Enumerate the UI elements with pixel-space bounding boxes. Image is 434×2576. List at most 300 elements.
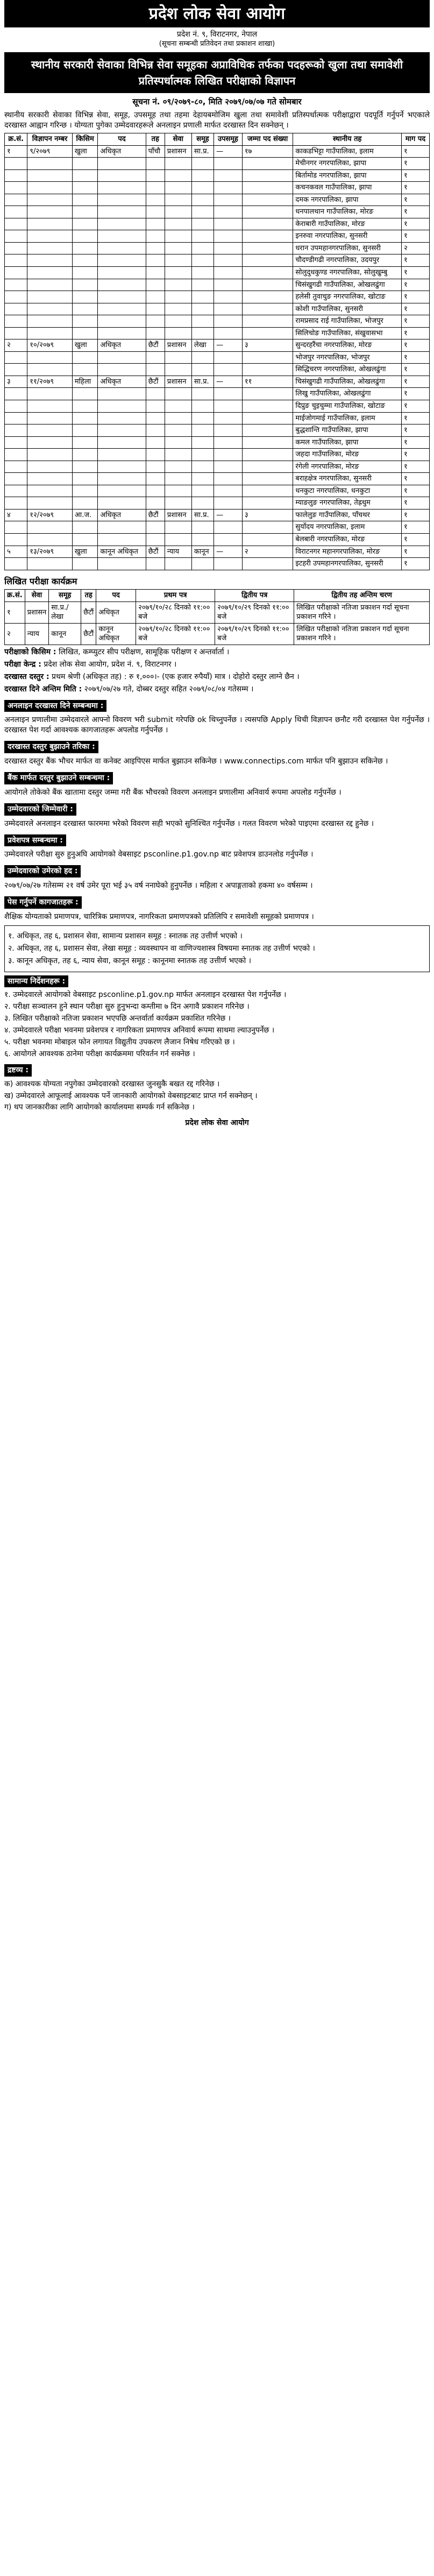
table-cell xyxy=(5,206,27,218)
table-row xyxy=(5,461,430,473)
table-cell xyxy=(191,461,214,473)
table-cell: सा.प्र./लेखा xyxy=(49,601,81,623)
table-cell: १ xyxy=(402,546,430,558)
table-cell xyxy=(98,497,146,509)
table-cell xyxy=(72,327,97,339)
table-cell xyxy=(165,218,191,230)
table-cell xyxy=(27,158,73,170)
table-cell xyxy=(242,473,293,485)
table-cell xyxy=(146,254,165,267)
table-cell xyxy=(98,351,146,364)
remark-item: क) आवश्यक योग्यता नपुगेका उम्मेदवारको दरखास्त जुनसुकै बखत रद्द गरिनेछ । xyxy=(4,1079,220,1088)
table-cell: सुन्दरहरैंचा नगरपालिका, मोरङ xyxy=(293,339,402,352)
table-cell: प्रशासन xyxy=(165,339,191,352)
table-cell: कानून xyxy=(49,623,81,645)
table-cell xyxy=(242,266,293,279)
table-cell: १७ xyxy=(242,145,293,158)
remark-item: ख) उम्मेदवारले आफूलाई आवश्यक पर्ने जानकारी आयोगको वेबसाइटबाट प्राप्त गर्न सक्नेछन् । xyxy=(4,1091,258,1100)
qualification-item: १. अधिकृत, तह ६, प्रशासन सेवा, सामान्य प्रशासन समूह : स्नातक तह उत्तीर्ण भएको । xyxy=(8,931,243,940)
table-cell xyxy=(27,315,73,328)
table-cell xyxy=(27,400,73,413)
table-cell xyxy=(214,412,243,424)
table-cell: २०७९/१०/२८ दिनको ११:०० बजे xyxy=(136,601,215,623)
table-cell xyxy=(72,412,97,424)
org-note: (सूचना सम्बन्धी प्रतिवेदन तथा प्रकाशन शाखा) xyxy=(159,40,275,48)
table-cell xyxy=(98,182,146,194)
table-cell xyxy=(165,400,191,413)
table-cell: अधिकृत xyxy=(98,145,146,158)
section-text: २०७९/०७/२७ गतेसम्म २१ वर्ष उमेर पूरा भई ३५ वर्ष ननाघेको हुनुपर्नेछ । महिला र अपाङ्गताको हकमा ४० वर्षसम्म । xyxy=(4,881,313,890)
table-cell xyxy=(214,279,243,291)
table-cell xyxy=(27,534,73,546)
table-cell xyxy=(242,206,293,218)
general-note-item: १. उम्मेदवारले आयोगको वेबसाइट psconline.p1.gov.np मार्फत अनलाइन दरखास्त पेश गर्नुपर्नेछ । xyxy=(4,990,287,1000)
table-cell xyxy=(165,364,191,376)
table-cell xyxy=(242,364,293,376)
table-cell xyxy=(146,461,165,473)
table-cell xyxy=(146,327,165,339)
table-cell xyxy=(242,485,293,497)
table-cell: २ xyxy=(242,546,293,558)
vacancy-table-body xyxy=(5,145,430,570)
table-cell xyxy=(191,315,214,328)
table-header-cell: क्र.सं. xyxy=(5,133,27,145)
table-cell: लिखित परीक्षाको नतिजा प्रकाशन गर्दा सूचना प्रकाशन गरिने । xyxy=(294,601,430,623)
table-cell xyxy=(165,315,191,328)
table-cell xyxy=(98,485,146,497)
section-title: पेस गर्नुपर्ने कागजातहरू : xyxy=(4,896,82,909)
table-cell: १ xyxy=(402,388,430,400)
table-cell xyxy=(191,351,214,364)
table-cell xyxy=(214,254,243,267)
notice-number: सूचना नं. ०९/२०७९-८०, मिति २०७९/०७/०७ गते सोमबार xyxy=(132,96,302,107)
section-title: उम्मेदवारको जिम्मेवारी : xyxy=(4,803,76,816)
table-cell: ११ xyxy=(242,376,293,388)
table-row xyxy=(5,534,430,546)
table-cell: १ xyxy=(402,218,430,230)
table-cell xyxy=(146,424,165,437)
table-cell xyxy=(242,412,293,424)
table-cell: छैटौं xyxy=(81,623,96,645)
table-cell: १ xyxy=(402,412,430,424)
section-title: उम्मेदवारको उमेरको हद : xyxy=(4,865,81,877)
table-cell xyxy=(146,242,165,254)
table-cell xyxy=(72,206,97,218)
info-block xyxy=(4,647,430,695)
info-item xyxy=(4,647,430,657)
table-cell xyxy=(5,351,27,364)
table-row xyxy=(5,558,430,570)
table-cell: कानून xyxy=(191,546,214,558)
table-cell xyxy=(5,534,27,546)
table-cell xyxy=(72,485,97,497)
table-cell xyxy=(242,449,293,461)
table-cell xyxy=(165,206,191,218)
table-header-cell: सेवा xyxy=(165,133,191,145)
table-cell: लेखा xyxy=(191,339,214,352)
table-row xyxy=(5,509,430,521)
table-row xyxy=(5,145,430,158)
table-cell xyxy=(98,315,146,328)
qualification-list xyxy=(8,931,426,966)
section xyxy=(4,800,430,829)
info-text: प्रदेश लोक सेवा आयोग, प्रदेश नं. ९, विराटनगर । xyxy=(41,660,177,669)
table-cell xyxy=(191,364,214,376)
general-note-item: ४. उम्मेदवारले परीक्षा भवनमा प्रवेशपत्र र नागरिकता प्रमाणपत्र अनिवार्य रूपमा साथमा ल्याउनुपर्नेछ । xyxy=(4,1026,275,1035)
info-text: लिखित, कम्प्युटर सीप परीक्षण, सामूहिक परीक्षण र अन्तर्वार्ता । xyxy=(56,647,230,656)
table-cell xyxy=(98,534,146,546)
table-cell: बराहक्षेत्र नगरपालिका, सुनसरी xyxy=(293,473,402,485)
table-cell xyxy=(146,194,165,206)
table-cell xyxy=(146,473,165,485)
info-item xyxy=(4,660,430,670)
table-cell: १३/२०७९ xyxy=(27,546,73,558)
table-cell xyxy=(98,558,146,570)
table-cell xyxy=(5,218,27,230)
table-cell: १ xyxy=(402,145,430,158)
table-cell xyxy=(72,449,97,461)
table-cell xyxy=(27,169,73,182)
table-row xyxy=(5,303,430,315)
general-note-item: ३. लिखित परीक्षाको नतिजा प्रकाशन भएपछि अन्तर्वार्ता कार्यक्रम प्रकाशित गरिनेछ । xyxy=(4,1014,231,1023)
table-cell xyxy=(191,242,214,254)
table-cell: न्याय xyxy=(165,546,191,558)
table-cell xyxy=(146,521,165,534)
section-text: उम्मेदवारले अनलाइन दरखास्त फारममा भरेको विवरण सही भएको सुनिश्चित गर्नुपर्नेछ । गलत विवरण भरेको पाइएमा दरखास्त रद्द हुनेछ । xyxy=(4,819,374,828)
table-cell xyxy=(165,230,191,243)
table-cell xyxy=(27,364,73,376)
table-cell xyxy=(165,461,191,473)
table-cell xyxy=(27,497,73,509)
section-text: उम्मेदवारले परीक्षा सुरु हुनुअघि आयोगको वेबसाइट psconline.p1.gov.np बाट प्रवेशपत्र डाउनलोड गर्नुपर्नेछ । xyxy=(4,850,314,859)
table-cell xyxy=(191,436,214,449)
table-cell xyxy=(214,218,243,230)
table-cell xyxy=(242,497,293,509)
table-cell xyxy=(146,279,165,291)
table-cell xyxy=(98,388,146,400)
table-cell xyxy=(191,279,214,291)
table-cell xyxy=(214,521,243,534)
table-cell: २०७९/१०/२९ दिनको ११:०० बजे xyxy=(215,623,294,645)
section xyxy=(4,769,430,798)
table-cell xyxy=(214,327,243,339)
table-cell: १२/२०७९ xyxy=(27,509,73,521)
table-cell: कमल गाउँपालिका, झापा xyxy=(293,436,402,449)
table-cell xyxy=(27,230,73,243)
table-cell xyxy=(5,254,27,267)
table-cell: लिखु गाउँपालिका, ओखलढुंगा xyxy=(293,388,402,400)
table-cell: १ xyxy=(402,436,430,449)
sections-block xyxy=(4,697,430,922)
table-cell xyxy=(191,412,214,424)
table-cell xyxy=(98,158,146,170)
table-cell xyxy=(191,206,214,218)
table-cell xyxy=(72,364,97,376)
table-cell xyxy=(214,400,243,413)
table-cell: जहदा गाउँपालिका, मोरङ xyxy=(293,449,402,461)
table-cell xyxy=(242,351,293,364)
table-cell xyxy=(27,473,73,485)
table-header-cell: किसिम xyxy=(72,133,97,145)
remarks-list xyxy=(4,1079,430,1113)
table-cell xyxy=(72,291,97,303)
table-cell xyxy=(191,182,214,194)
table-cell xyxy=(27,303,73,315)
table-cell: १ xyxy=(402,534,430,546)
table-cell xyxy=(98,424,146,437)
table-cell: चिसंखुगढी गाउँपालिका, ओखलढुंगा xyxy=(293,279,402,291)
table-cell xyxy=(72,424,97,437)
table-cell xyxy=(165,485,191,497)
table-cell: — xyxy=(214,145,243,158)
table-cell xyxy=(146,182,165,194)
table-cell xyxy=(5,497,27,509)
table-cell xyxy=(214,424,243,437)
table-cell xyxy=(72,351,97,364)
table-cell: खुला xyxy=(72,546,97,558)
table-cell: १०/२०७९ xyxy=(27,339,73,352)
table-row xyxy=(5,521,430,534)
table-cell xyxy=(191,449,214,461)
table-cell xyxy=(5,436,27,449)
table-cell: १ xyxy=(402,291,430,303)
table-cell xyxy=(214,266,243,279)
table-cell xyxy=(165,254,191,267)
table-cell xyxy=(191,473,214,485)
table-cell xyxy=(5,521,27,534)
table-cell xyxy=(98,279,146,291)
table-cell xyxy=(27,291,73,303)
info-label: परीक्षा केन्द्र : xyxy=(4,660,41,669)
table-header-cell: स्थानीय तह xyxy=(293,133,402,145)
table-cell xyxy=(98,327,146,339)
table-row xyxy=(5,449,430,461)
table-cell xyxy=(72,254,97,267)
table-cell: माईजोगमाई गाउँपालिका, इलाम xyxy=(293,412,402,424)
table-cell xyxy=(98,449,146,461)
table-cell xyxy=(146,351,165,364)
table-cell: १ xyxy=(402,230,430,243)
table-row xyxy=(5,158,430,170)
table-cell xyxy=(98,303,146,315)
table-row xyxy=(5,266,430,279)
table-cell xyxy=(165,449,191,461)
table-cell xyxy=(98,473,146,485)
table-row xyxy=(5,400,430,413)
table-cell xyxy=(98,291,146,303)
table-cell: चिसंखुगढी गाउँपालिका, ओखलढुंगा xyxy=(293,376,402,388)
table-cell xyxy=(165,473,191,485)
section xyxy=(4,893,430,922)
table-cell xyxy=(242,279,293,291)
table-cell xyxy=(242,254,293,267)
table-cell xyxy=(146,266,165,279)
table-cell xyxy=(5,461,27,473)
table-cell xyxy=(72,194,97,206)
table-row xyxy=(5,364,430,376)
table-cell xyxy=(165,303,191,315)
exam-schedule-title: लिखित परीक्षा कार्यक्रम xyxy=(4,576,77,586)
table-cell xyxy=(165,497,191,509)
table-cell xyxy=(146,388,165,400)
table-cell xyxy=(191,303,214,315)
table-header-cell: क्र.सं. xyxy=(5,590,25,602)
table-cell xyxy=(5,315,27,328)
table-cell xyxy=(146,315,165,328)
table-cell: कचनकवल गाउँपालिका, झापा xyxy=(293,182,402,194)
table-cell xyxy=(146,436,165,449)
table-cell: मेचीनगर नगरपालिका, झापा xyxy=(293,158,402,170)
table-row xyxy=(5,254,430,267)
table-cell xyxy=(214,351,243,364)
table-cell xyxy=(165,424,191,437)
table-row xyxy=(5,424,430,437)
section-title: बैंक मार्फत दस्तुर बुझाउने सम्बन्धमा : xyxy=(4,772,113,784)
table-cell xyxy=(214,194,243,206)
table-cell xyxy=(72,279,97,291)
org-banner: प्रदेश लोक सेवा आयोग xyxy=(4,0,430,27)
table-cell xyxy=(27,254,73,267)
table-row xyxy=(5,623,430,645)
table-cell xyxy=(242,400,293,413)
table-cell: कोशी गाउँपालिका, सुनसरी xyxy=(293,303,402,315)
table-cell xyxy=(191,194,214,206)
table-cell: २ xyxy=(5,339,27,352)
table-cell xyxy=(72,400,97,413)
vacancy-table-header xyxy=(5,133,430,145)
table-cell xyxy=(214,303,243,315)
table-cell xyxy=(146,206,165,218)
table-cell xyxy=(165,327,191,339)
table-cell: ५ xyxy=(5,546,27,558)
table-cell: छैटौं xyxy=(81,601,96,623)
table-cell: २ xyxy=(5,623,25,645)
table-cell: चौदण्डीगढी नगरपालिका, उदयपुर xyxy=(293,254,402,267)
table-header-cell: उपसमूह xyxy=(214,133,243,145)
table-cell xyxy=(146,303,165,315)
table-cell xyxy=(242,424,293,437)
table-cell xyxy=(72,315,97,328)
table-cell xyxy=(165,279,191,291)
table-row xyxy=(5,242,430,254)
section xyxy=(4,738,430,767)
table-cell xyxy=(242,521,293,534)
table-row xyxy=(5,436,430,449)
table-cell xyxy=(72,388,97,400)
table-cell xyxy=(98,218,146,230)
table-cell xyxy=(98,266,146,279)
table-cell xyxy=(5,485,27,497)
table-cell: १ xyxy=(402,485,430,497)
table-cell xyxy=(146,230,165,243)
table-cell: अधिकृत xyxy=(98,339,146,352)
table-cell xyxy=(191,521,214,534)
table-row xyxy=(5,388,430,400)
table-cell xyxy=(214,364,243,376)
table-cell: फालेलुङ गाउँपालिका, पाँचथर xyxy=(293,509,402,521)
table-cell: कानून अधिकृत xyxy=(98,546,146,558)
table-cell xyxy=(5,303,27,315)
table-cell xyxy=(191,158,214,170)
table-cell: इनरुवा नगरपालिका, सुनसरी xyxy=(293,230,402,243)
table-cell xyxy=(214,449,243,461)
table-cell: धरान उपमहानगरपालिका, सुनसरी xyxy=(293,242,402,254)
table-cell xyxy=(242,558,293,570)
table-cell xyxy=(214,558,243,570)
table-cell xyxy=(27,412,73,424)
info-item xyxy=(4,672,430,682)
table-cell xyxy=(191,558,214,570)
table-cell: १ xyxy=(402,497,430,509)
table-cell xyxy=(165,242,191,254)
table-cell xyxy=(191,400,214,413)
table-cell xyxy=(72,497,97,509)
table-header-cell: पद xyxy=(96,590,136,602)
table-cell xyxy=(165,266,191,279)
table-row xyxy=(5,206,430,218)
table-cell xyxy=(214,388,243,400)
table-cell xyxy=(98,169,146,182)
table-row xyxy=(5,485,430,497)
table-cell xyxy=(165,412,191,424)
table-cell: दिप्रुङ चुइचुम्मा गाउँपालिका, खोटाङ xyxy=(293,400,402,413)
qualification-item: ३. कानून अधिकृत, तह ६, न्याय सेवा, कानून समूह : कानूनमा स्नातक तह उत्तीर्ण भएको । xyxy=(8,956,252,965)
table-cell xyxy=(165,558,191,570)
table-cell: १ xyxy=(402,158,430,170)
table-cell xyxy=(72,169,97,182)
exam-table-body xyxy=(5,601,430,645)
table-cell xyxy=(146,497,165,509)
table-row xyxy=(5,473,430,485)
table-row xyxy=(5,218,430,230)
table-cell xyxy=(5,400,27,413)
table-cell xyxy=(146,485,165,497)
table-cell xyxy=(5,424,27,437)
table-cell: आ.ज. xyxy=(72,509,97,521)
table-cell xyxy=(242,303,293,315)
table-cell: १ xyxy=(402,315,430,328)
table-row xyxy=(5,376,430,388)
table-cell xyxy=(5,182,27,194)
table-cell: ४ xyxy=(5,509,27,521)
table-row xyxy=(5,339,430,352)
table-cell xyxy=(98,254,146,267)
table-cell: १ xyxy=(402,327,430,339)
table-header-cell: सेवा xyxy=(25,590,49,602)
table-cell: छैटौं xyxy=(146,546,165,558)
table-header-cell: द्वितीय पत्र xyxy=(215,590,294,602)
qualification-box xyxy=(4,925,430,972)
table-cell xyxy=(242,436,293,449)
info-text: प्रथम श्रेणी (अधिकृत तह) : रु १,०००।- (एक हजार रुपैयाँ) मात्र । दोहोरो दस्तुर लाग्ने छैन । xyxy=(49,672,300,681)
table-cell xyxy=(146,364,165,376)
table-cell: सा.प्र. xyxy=(191,376,214,388)
table-row xyxy=(5,412,430,424)
table-header-cell: द्वितीय तह अन्तिम चरण xyxy=(294,590,430,602)
table-cell xyxy=(165,351,191,364)
table-cell: १ xyxy=(402,473,430,485)
table-cell xyxy=(5,449,27,461)
table-cell xyxy=(5,412,27,424)
table-cell: १ xyxy=(402,400,430,413)
table-cell xyxy=(165,194,191,206)
general-note-item: ६. आयोगले आवश्यक ठानेमा परीक्षा कार्यक्रममा परिवर्तन गर्न सक्नेछ । xyxy=(4,1049,195,1058)
table-cell: महिला xyxy=(72,376,97,388)
exam-schedule-table xyxy=(4,589,430,645)
table-cell xyxy=(146,158,165,170)
general-notes-list xyxy=(4,990,430,1059)
table-row xyxy=(5,230,430,243)
